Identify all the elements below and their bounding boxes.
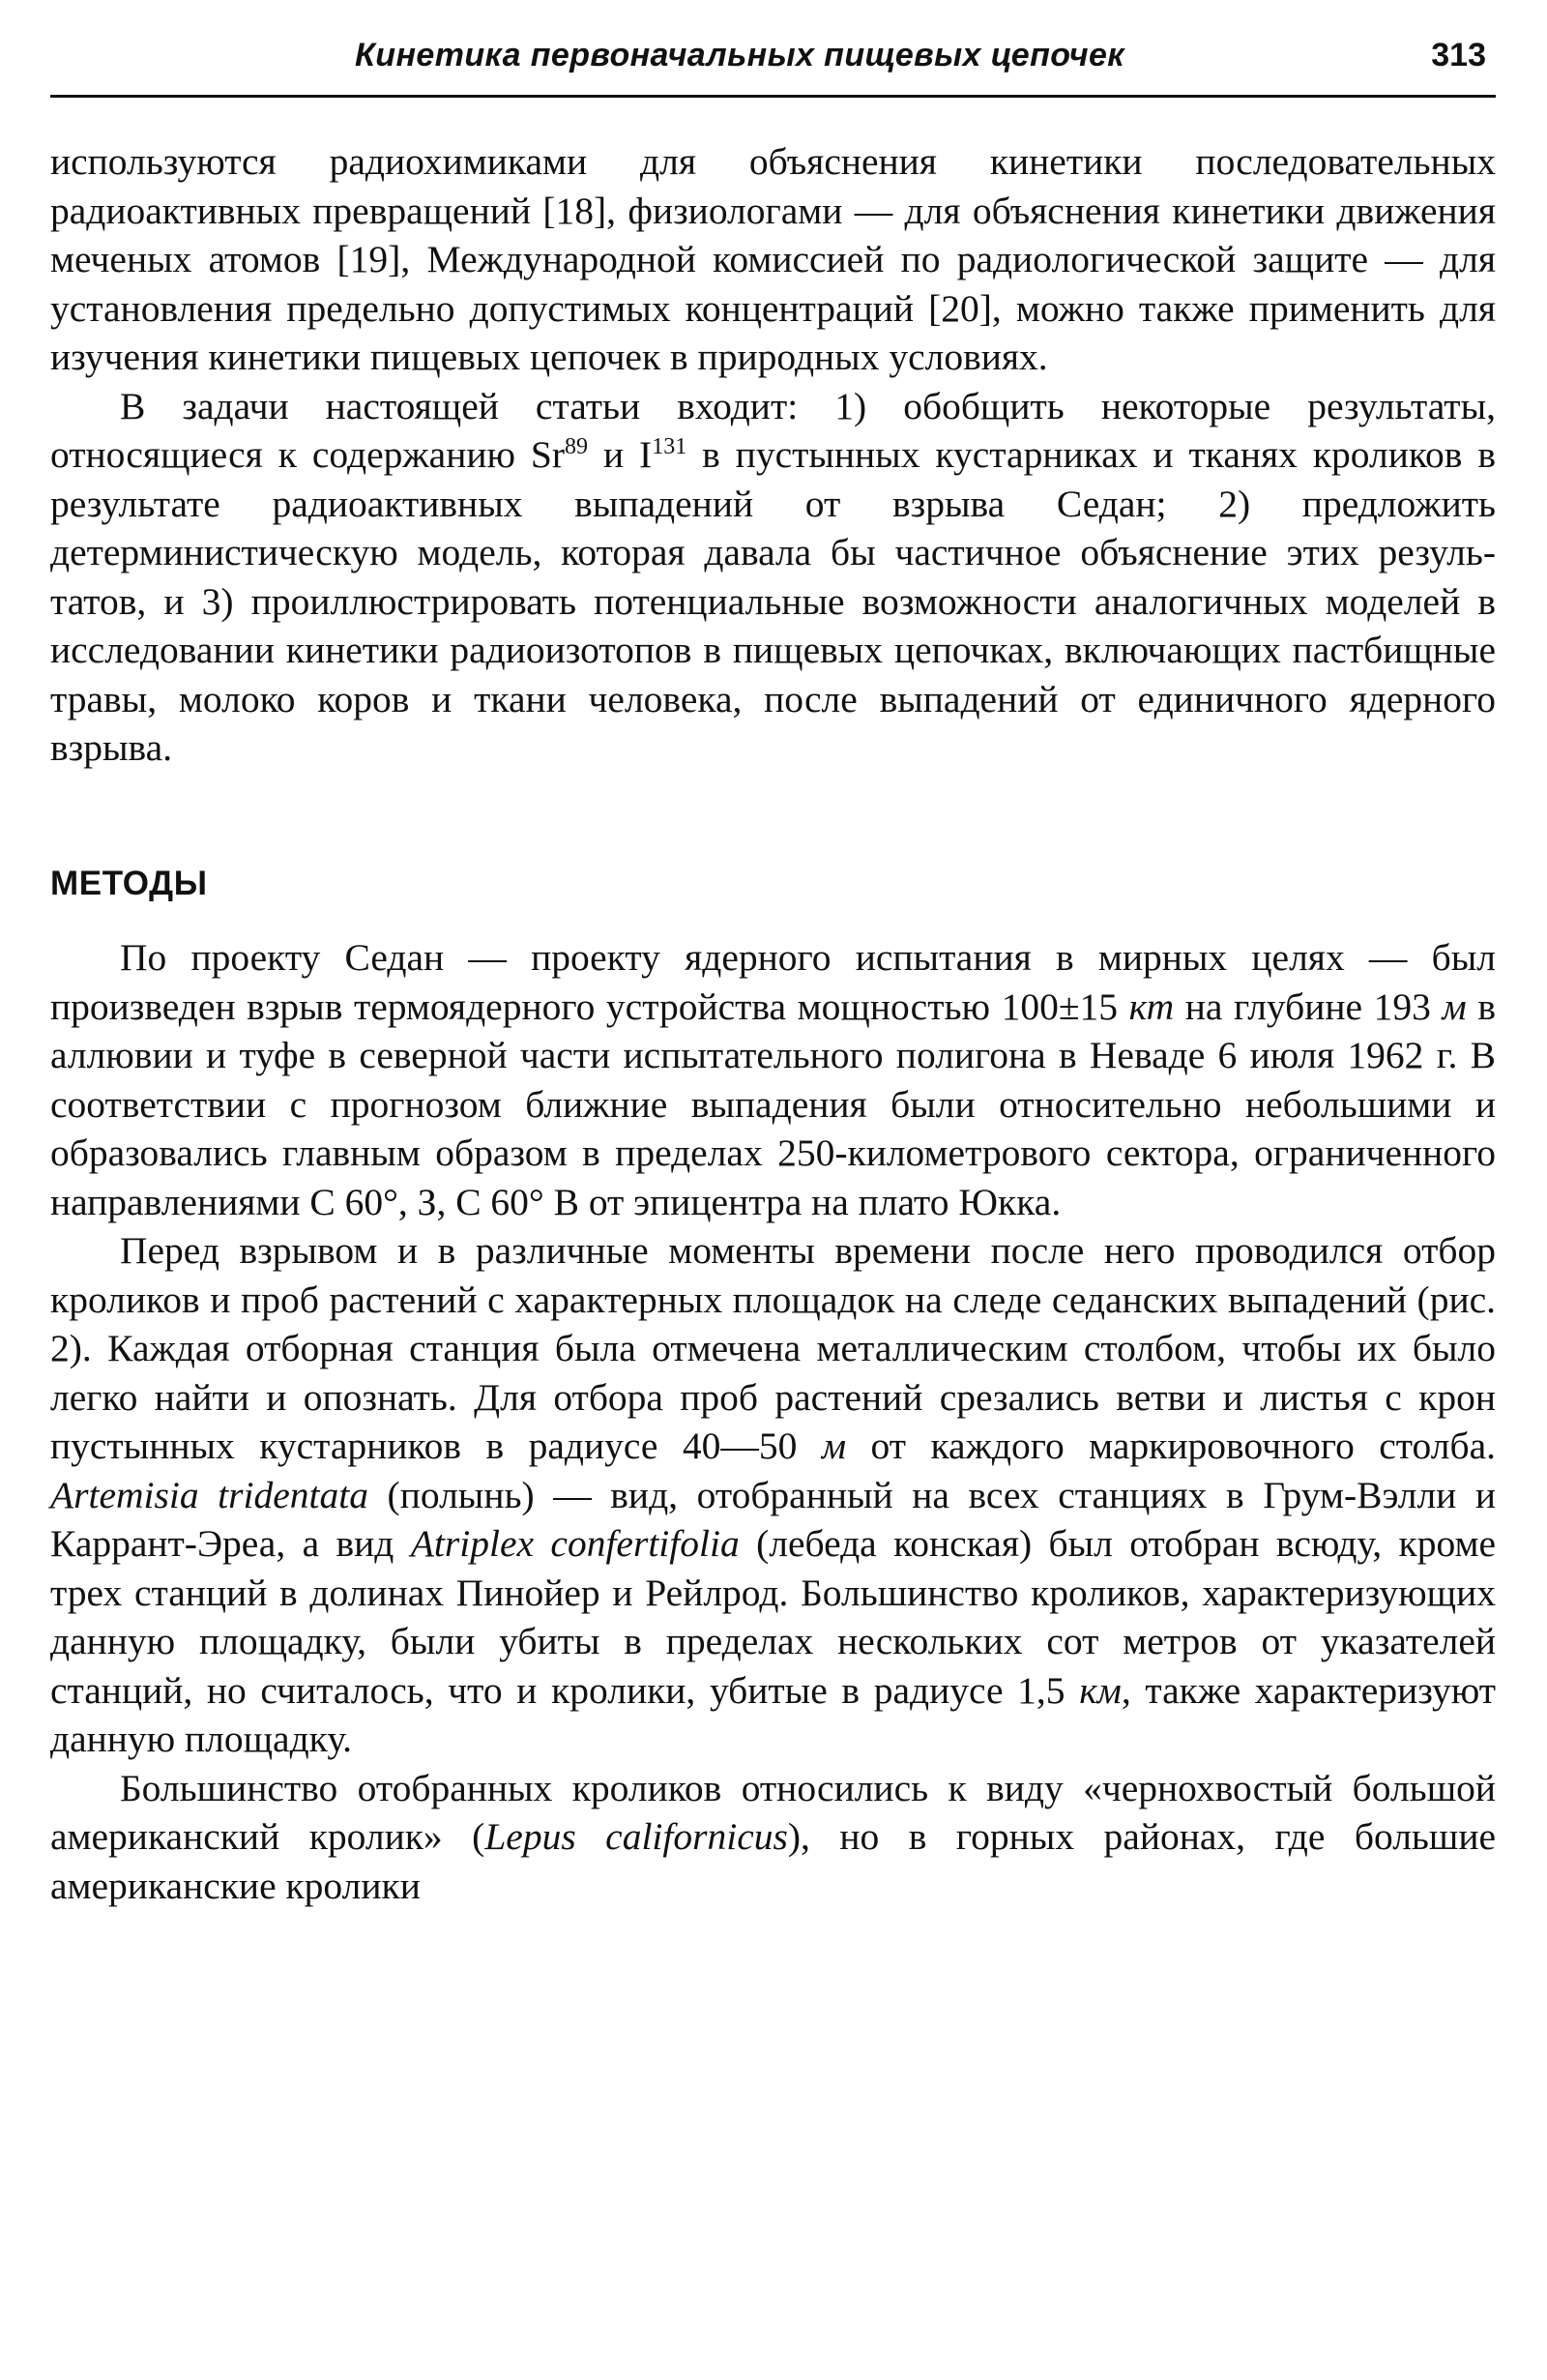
running-header: [50, 37, 1496, 98]
text-segment: от каждого маркировочного столба.: [846, 1425, 1496, 1467]
paragraph-rabbits: [50, 1764, 1496, 1911]
section-heading: МЕТОДЫ: [50, 864, 208, 902]
text-segment: в пустынных кустарниках и тканях кроликов в результате радиоактивных выпадений от взрыва Седан; 2) предложить детерминистическую модель, которая давала бы частичное объяснение этих результатов, и 3) проиллюстрировать потенциальные возможности аналогичных моделей в исследовании кинетики радиоизотопов в пищевых цепочках, включающих пастбищные травы, молоко коров и ткани человека, после выпадений от единичного ядерного взрыва.: [50, 433, 1497, 769]
paragraph-objectives: [50, 382, 1496, 773]
text-segment: По проекту Седан — проекту ядерного испытания в мирных целях — был произведен взрыв термоядерного устройства мощностью 100±15: [50, 936, 1496, 1028]
text-segment: (полынь) — вид, отобранный на всех станциях в Грум-Вэлли и Каррант-Эреа, а вид: [50, 1473, 1497, 1565]
paragraph-sampling: [50, 1226, 1496, 1764]
paragraph-sedan-project: [50, 933, 1496, 1226]
unit-text: км: [1079, 1668, 1122, 1712]
unit-text: м: [821, 1425, 847, 1467]
page-number: 313: [1431, 37, 1486, 73]
running-title: Кинетика первоначальных пищевых цепочек: [355, 37, 1124, 73]
species-name: Lepus californicus: [484, 1815, 788, 1858]
isotope-mass-number: 131: [652, 434, 687, 459]
unit-text: кт: [1128, 984, 1175, 1028]
unit-text: м: [1442, 984, 1467, 1028]
text-segment: в аллювии и туфе в северной части испытательного полигона в Неваде 6 июля 1962 г. В соответствии с прогнозом ближние выпадения были относительно небольшими и образовались главным образом в пределах 250-километрового сектора, ограниченного направлениями С 60°, З, С 60° В от эпицентра на плато Юкка.: [50, 984, 1496, 1223]
species-name: Artemisia tridentata: [50, 1473, 368, 1516]
text-segment: (лебеда конская) был отобран всюду, кроме трех станций в долинах Пинойер и Рейлрод. Большинство кроликов, характеризующих данную площадку, были убиты в пределах нескольких сот метров от указателей станций, но считалось, что и кролики, убитые в радиусе 1,5: [50, 1522, 1496, 1712]
text-segment: , также характеризуют данную площадку.: [50, 1668, 1496, 1760]
text-segment: и I: [588, 433, 653, 476]
text-segment: Большинство отобранных кроликов относились к виду «чернохвостый большой американский кролик» (: [50, 1766, 1496, 1858]
isotope-mass-number: 89: [565, 434, 589, 459]
text-segment: на глубине 193: [1174, 984, 1443, 1028]
text-segment: ), но в горных районах, где большие американские кролики: [50, 1815, 1497, 1907]
species-name: Atriplex confertifolia: [410, 1522, 740, 1565]
page-content: [50, 137, 1496, 1910]
text-segment: В задачи настоящей статьи входит: 1) обобщить некоторые результаты, относящиеся к содержанию Sr: [50, 384, 1496, 476]
text-segment: Перед взрывом и в различные моменты времени после него проводился отбор кроликов и проб растений с характерных площадок на следе седанских выпадений (рис. 2). Каждая отборная станция была отмечена металлическим столбом, чтобы их было легко найти и опознать. Для отбора проб растений срезались ветви и листья с крон пустынных кустарников в радиусе 40—50: [50, 1229, 1496, 1467]
paragraph-continuation: используются радиохимиками для объяснения кинетики последовательных радиоактивных превращений [18], физиологами — для объяснения кинетики движения меченых атомов [19], Международной комиссией по радиологической защите — для установления предельно допустимых концентраций [20], можно также применить для изучения кинетики пищевых цепочек в природных условиях.: [50, 140, 1496, 378]
